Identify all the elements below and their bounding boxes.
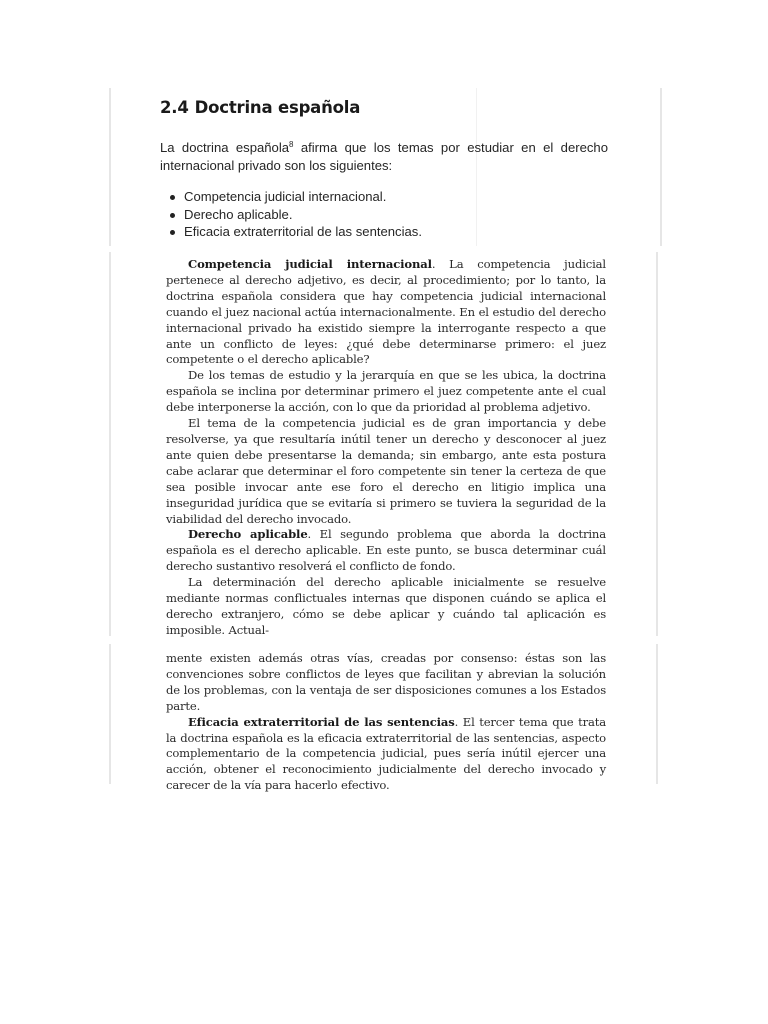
bullet-icon: [170, 195, 175, 200]
paragraph-importancia: El tema de la competencia judicial es de gran importancia y debe resolverse, ya que resultaría inútil tener un derecho y desconocer al juez ante quien debe presentarse la demanda; sin embargo, ante esta postura cabe aclarar que determinar el foro competente sin tener la certeza de que sea posible invocar ante ese foro el derecho en litigio implica una inseguridad jurídica que se evitaría si primero se tuviera la seguridad de la viabilidad del derecho invocado.: [166, 416, 606, 526]
body-column-first: [166, 257, 606, 639]
list-item-text: Eficacia extraterritorial de las sentencias.: [184, 224, 422, 239]
paragraph-continuation: mente existen además otras vías, creadas por consenso: éstas son las convenciones sobre conflictos de leyes que facilitan y abrevian la solución de los problemas, con la ventaja de ser disposiciones comunes a los Estados parte.: [166, 651, 606, 713]
paragraph-text: . El tercer tema que trata la doctrina española es la eficacia extraterritorial de las sentencias, aspecto complementario de la competencia judicial, pues sería inútil ejercer una acción, obtener el reconocimiento judicialmente del derecho invocado y carecer de la vía para hacerlo efectivo.: [166, 714, 607, 793]
bullet-icon: [170, 213, 175, 218]
paragraph-eficacia: [166, 715, 606, 795]
body-column-second: [166, 651, 606, 794]
paragraph-determinacion: La determinación del derecho aplicable inicialmente se resuelve mediante normas conflictuales internas que disponen cuándo se aplica el derecho extranjero, cómo se debe aplicar y cuándo tal aplicación es imposible. Actual-: [166, 575, 606, 637]
intro-text-start: La doctrina española: [160, 140, 290, 155]
term-eficacia: Eficacia extraterritorial de las sentencias: [188, 714, 455, 729]
bullet-icon: [170, 230, 175, 235]
page-edge-right-bottom: [656, 644, 658, 784]
section-number: 2.4: [160, 98, 189, 117]
paragraph-competencia: [166, 257, 606, 368]
term-derecho-aplicable: Derecho aplicable: [188, 527, 308, 542]
list-item-text: Competencia judicial internacional.: [184, 189, 387, 204]
page-edge-left-bottom: [109, 644, 111, 784]
list-item-text: Derecho aplicable.: [184, 206, 293, 222]
term-competencia: Competencia judicial internacional: [188, 257, 432, 271]
list-item: [170, 223, 422, 241]
page-edge-left-top: [109, 88, 111, 246]
section-heading: [160, 98, 360, 117]
page-edge-right-middle: [656, 252, 658, 636]
page-edge-right-top: [660, 88, 662, 246]
list-item: [170, 188, 422, 206]
paragraph-derecho-aplicable: [166, 527, 606, 575]
list-item: [170, 206, 422, 224]
page-edge-left-middle: [109, 252, 111, 636]
topics-list: [170, 188, 422, 241]
intro-text-end: afirma que los temas por estudiar en el derecho internacional privado son los siguientes:: [160, 140, 608, 173]
section-title: Doctrina española: [194, 98, 361, 117]
paragraph-text: . La competencia judicial pertenece al derecho adjetivo, es decir, al procedimiento; por lo tanto, la doctrina española considera que hay competencia judicial internacional cuando el juez nacional actúa internacionalmente. En el estudio del derecho internacional privado ha existido siempre la interrogante respecto a que ante un conflicto de leyes: ¿qué debe determinarse primero: el juez competente o el derecho aplicable?: [166, 257, 606, 367]
footnote-ref: 8: [289, 140, 294, 149]
intro-paragraph: [160, 139, 608, 175]
paragraph-text: . El segundo problema que aborda la doctrina española es el derecho aplicable. En este punto, se busca determinar cuál derecho sustantivo resolverá el conflicto de fondo.: [166, 527, 606, 574]
paragraph-jerarquia: De los temas de estudio y la jerarquía en que se les ubica, la doctrina española se inclina por determinar primero el juez competente ante el cual debe interponerse la acción, con lo que da prioridad al problema adjetivo.: [166, 368, 606, 415]
